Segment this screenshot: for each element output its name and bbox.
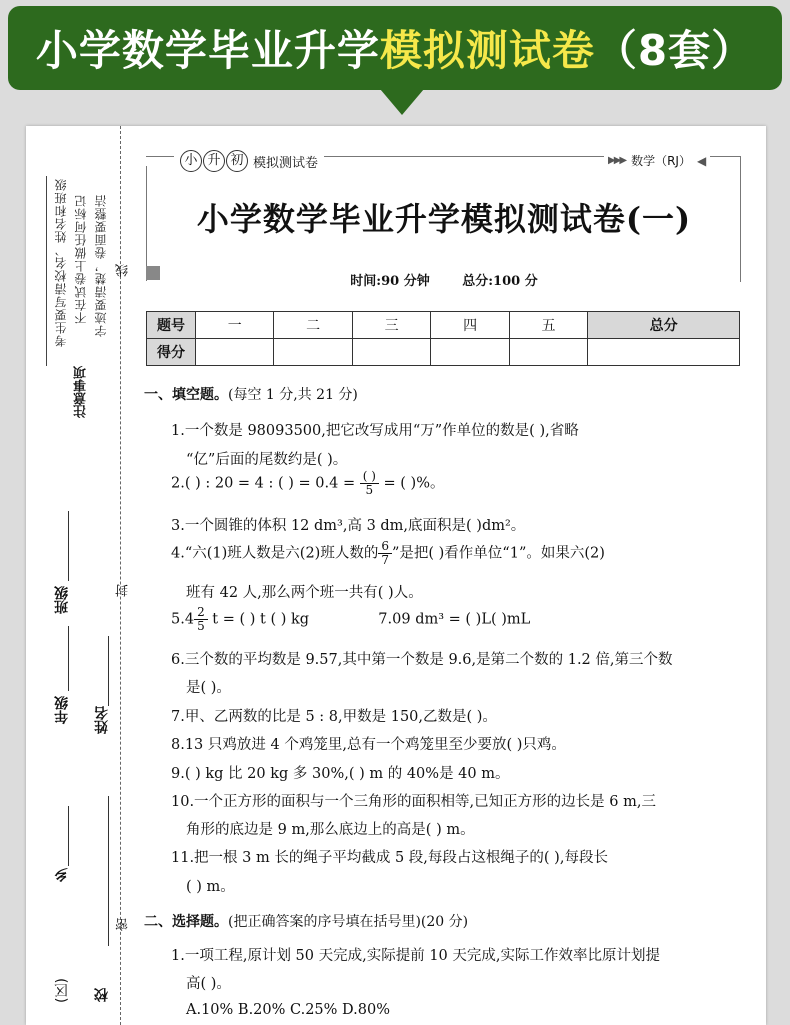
note-line-3: 字迹要清楚，卷面要整洁: [94, 194, 108, 337]
banner-title: 小学数学毕业升学模拟测试卷（8套）: [35, 26, 755, 75]
cell-total: 总分: [588, 312, 740, 339]
question-6: 6.三个数的平均数是 9.57,其中第一个数是 9.6,是第二个数的 1.2 倍,第三个数: [171, 652, 673, 668]
badge-subtitle: 模拟测试卷: [253, 155, 319, 171]
question-2: 2.( ) : 20 = 4 : ( ) = 0.4 = $\frac{( )}{5}$ = ( )%。: [171, 469, 445, 497]
question-11-cont: ( ) m。: [186, 879, 235, 895]
cell-q3: 三: [352, 312, 430, 339]
choice-options: A.10% B.20% C.25% D.80%: [186, 1002, 390, 1018]
top-banner: [8, 6, 782, 90]
question-4-cont: 班有 42 人,那么两个班一共有( )人。: [186, 585, 423, 601]
score-input[interactable]: [431, 339, 509, 366]
margin-rule: [46, 176, 47, 366]
time-limit: 时间:90 分钟: [350, 274, 430, 289]
field-grade-line: [68, 626, 69, 691]
score-input[interactable]: [509, 339, 587, 366]
cut-line: [120, 126, 121, 1025]
arrow-left-icon: ◀: [696, 153, 707, 168]
field-name-line: [108, 636, 109, 706]
question-3: 3.一个圆锥的体积 12 dm³,高 3 dm,底面积是( )dm²。: [171, 518, 526, 534]
arrow-right-icon: ▶▶▶: [608, 155, 626, 166]
question-11: 11.把一根 3 m 长的绳子平均截成 5 段,每段占这根绳子的( ),每段长: [171, 850, 608, 866]
question-10-cont: 角形的底边是 9 m,那么底边上的高是( ) m。: [186, 822, 475, 838]
cell-score-label: 得分: [147, 339, 196, 366]
field-township-line: [68, 806, 69, 866]
question-8: 8.13 只鸡放进 4 个鸡笼里,总有一个鸡笼里至少要放( )只鸡。: [171, 737, 566, 753]
series-badge: [174, 150, 324, 172]
fraction: $\frac{6}{7}$: [378, 540, 392, 567]
question-4: 4.“六(1)班人数是六(2)班人数的 $\frac{6}{7}$ ”是把( )看作单位“1”。如果六(2): [171, 539, 605, 567]
fraction: $\frac{( )}{5}$: [360, 470, 379, 497]
cut-mark-seal: 封: [116, 584, 131, 597]
banner-arrow: [380, 89, 424, 115]
question-1: 1.一个数是 98093500,把它改写成用“万”作单位的数是( ),省略: [171, 423, 579, 439]
time-total-line: [146, 270, 742, 289]
cell-q1: 一: [196, 312, 274, 339]
score-row-values: [147, 339, 740, 366]
field-grade-label: 年级: [54, 696, 70, 724]
fraction: $\frac{2}{5}$: [194, 606, 208, 633]
badge-char-2: 升: [203, 150, 225, 172]
note-line-2: 不在试卷上做任何标记: [74, 194, 88, 324]
subject-label: 数学（RJ）: [631, 154, 691, 168]
subject-tag: [604, 152, 710, 169]
badge-char-3: 初: [226, 150, 248, 172]
section-1-heading: 一、填空题。(每空 1 分,共 21 分): [144, 387, 358, 403]
cell-q2: 二: [274, 312, 352, 339]
question-5: 5.4 $\frac{2}{5}$ t = ( ) t ( ) kg 7.09 dm³ = ( )L( )mL: [171, 605, 531, 633]
field-school-label: 校: [94, 988, 110, 1002]
score-row-header: [147, 312, 740, 339]
field-class-label: 班级: [54, 586, 70, 614]
field-name-label: 姓名: [94, 706, 110, 734]
cell-question-no: 题号: [147, 312, 196, 339]
total-score: 总分:100 分: [462, 274, 538, 289]
exam-paper: [26, 126, 766, 1025]
section-2-heading: 二、选择题。(把正确答案的序号填在括号里)(20 分): [144, 914, 469, 930]
choice-question-1: 1.一项工程,原计划 50 天完成,实际提前 10 天完成,实际工作效率比原计划提: [171, 948, 660, 964]
question-1-cont: “亿”后面的尾数约是( )。: [186, 452, 348, 468]
cell-q4: 四: [431, 312, 509, 339]
choice-question-1-cont: 高( )。: [186, 976, 231, 992]
field-district-label: (区): [54, 978, 70, 1003]
score-input[interactable]: [352, 339, 430, 366]
question-7: 7.甲、乙两数的比是 5 : 8,甲数是 150,乙数是( )。: [171, 709, 497, 725]
question-10: 10.一个正方形的面积与一个三角形的面积相等,已知正方形的边长是 6 m,三: [171, 794, 656, 810]
cut-mark-line: 线: [116, 264, 131, 277]
notes-title: 注意事项: [74, 366, 89, 418]
question-6-cont: 是( )。: [186, 680, 231, 696]
score-input[interactable]: [196, 339, 274, 366]
cut-mark-secret: 密: [116, 918, 131, 931]
cell-q5: 五: [509, 312, 587, 339]
score-table: [146, 311, 740, 366]
note-line-1: 考生要写清校名、姓名和班级: [54, 178, 68, 347]
score-input[interactable]: [274, 339, 352, 366]
question-9: 9.( ) kg 比 20 kg 多 30%,( ) m 的 40%是 40 m。: [171, 766, 510, 782]
badge-char-1: 小: [180, 150, 202, 172]
field-township-label: 乡: [54, 868, 70, 882]
score-input[interactable]: [588, 339, 740, 366]
field-school-line: [108, 796, 109, 946]
exam-title: 小学数学毕业升学模拟测试卷(一): [196, 200, 692, 238]
field-class-line: [68, 511, 69, 581]
